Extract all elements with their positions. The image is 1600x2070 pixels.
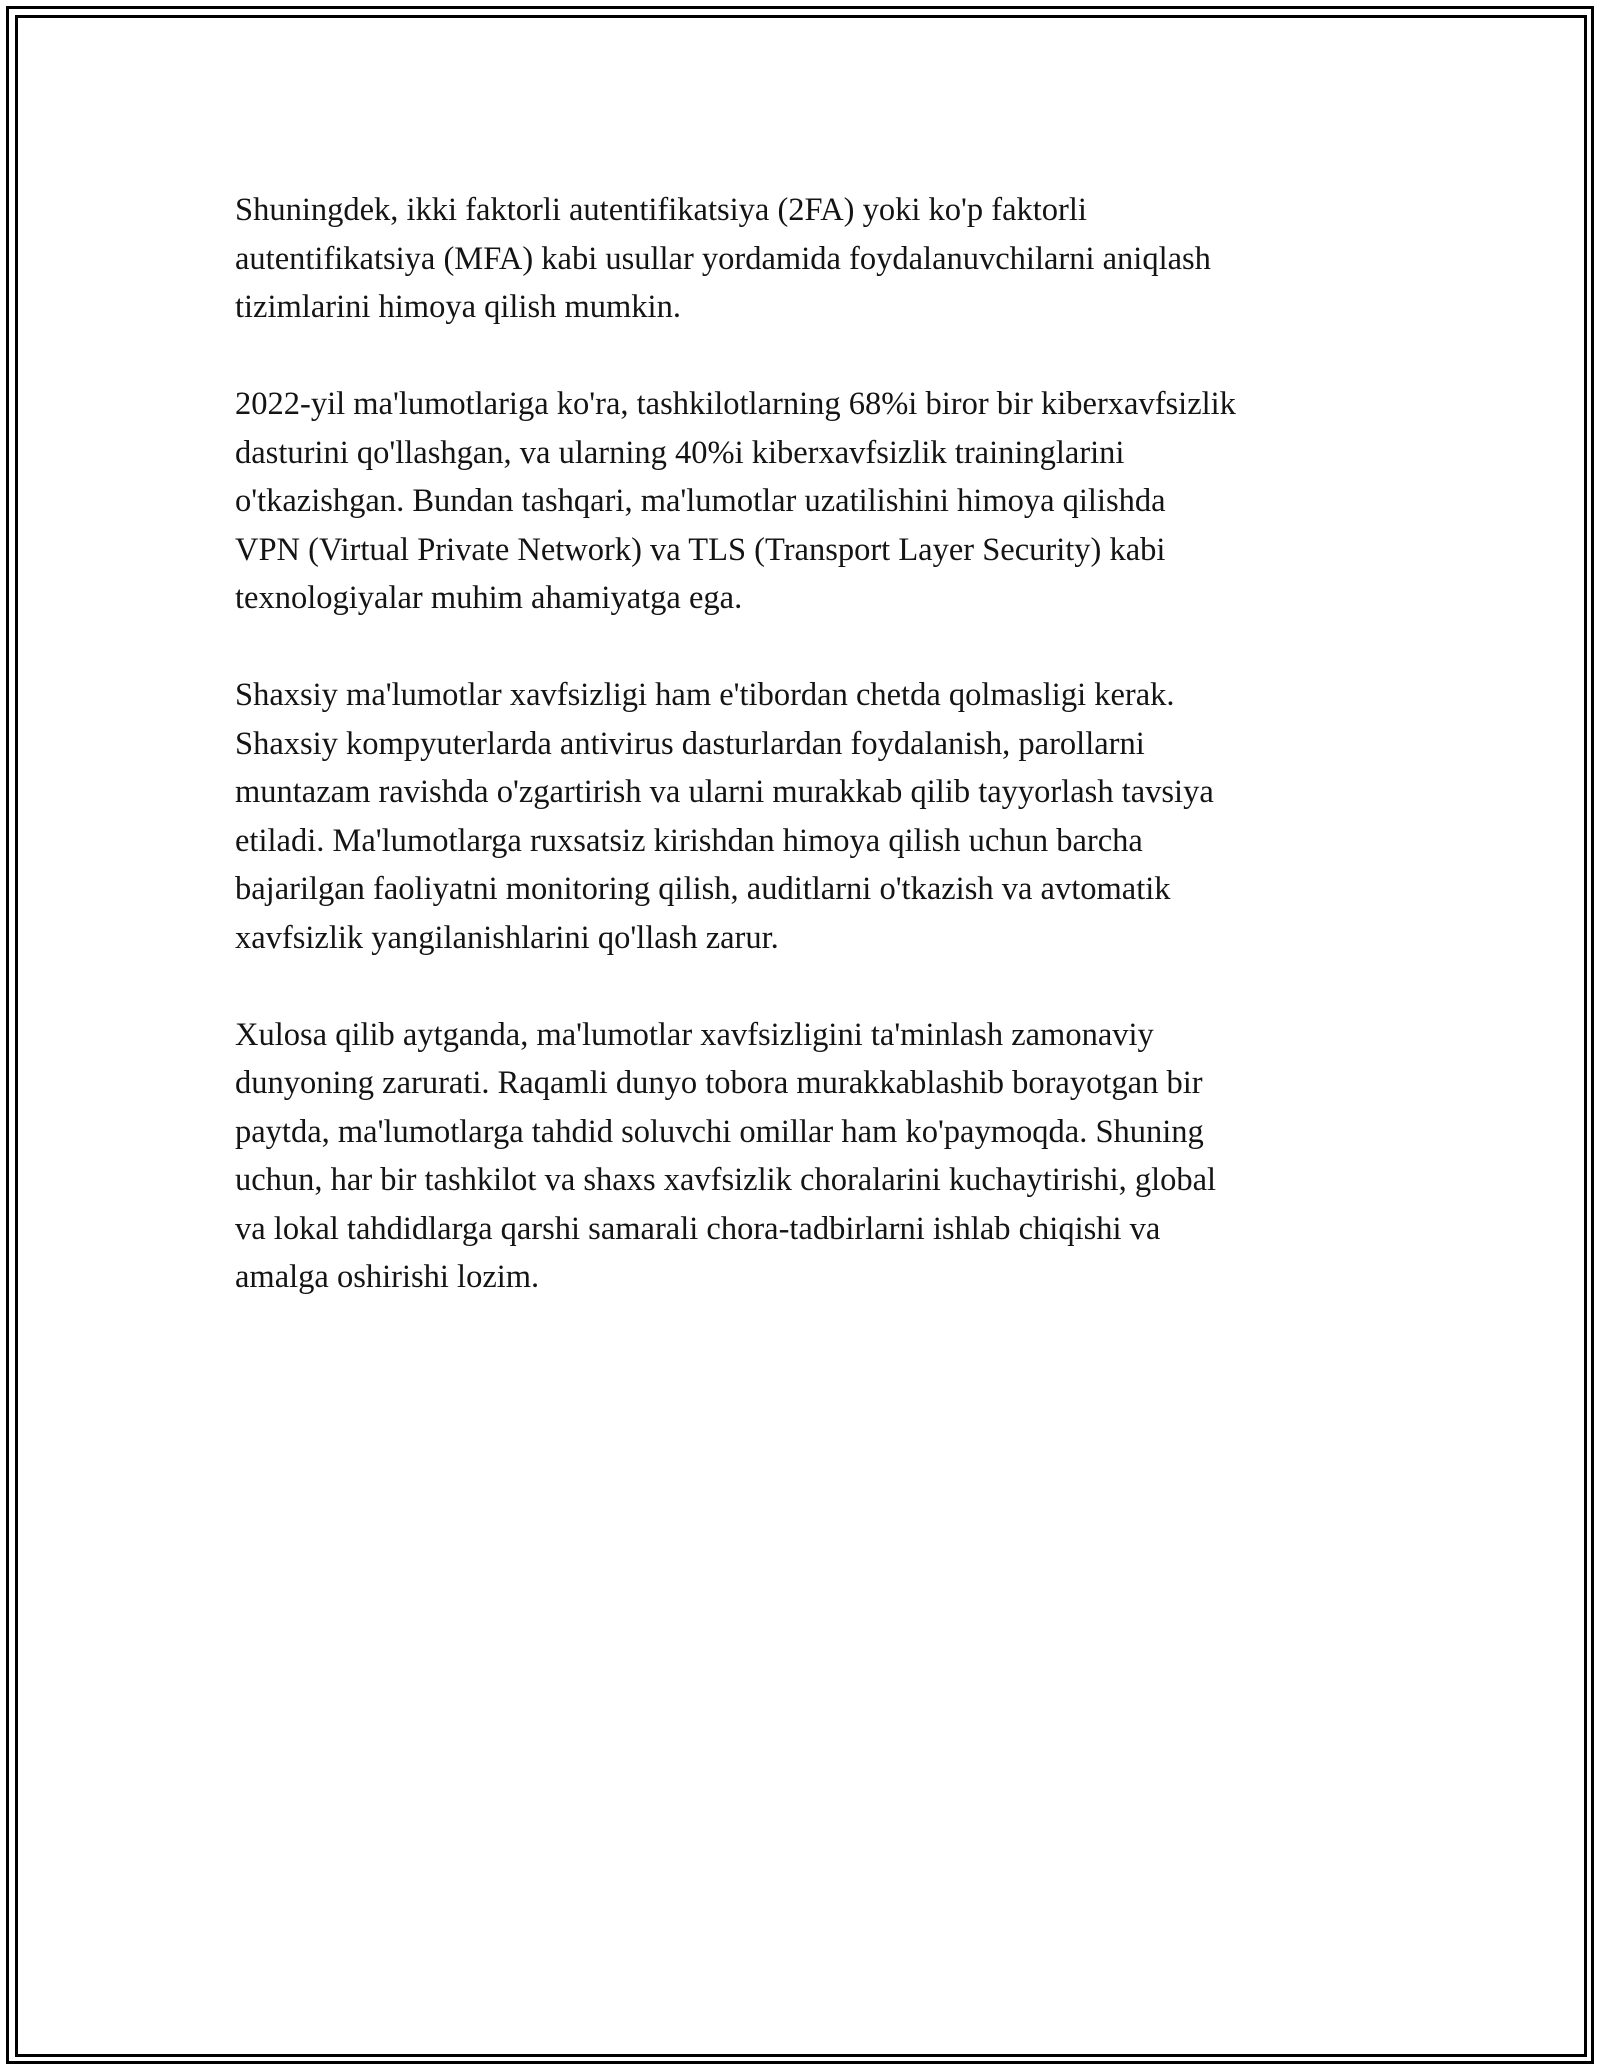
- text-line: autentifikatsiya (MFA) kabi usullar yordamida foydalanuvchilarni aniqlash: [235, 240, 1211, 277]
- text-line: bajarilgan faoliyatni monitoring qilish, auditlarni o'tkazish va avtomatik: [235, 871, 1171, 907]
- paragraph-conclusion: [235, 1011, 1395, 1302]
- paragraph-2fa-mfa: [235, 186, 1395, 332]
- text-line: uchun, har bir tashkilot va shaxs xavfsizlik choralarini kuchaytirishi, global: [235, 1162, 1217, 1198]
- text-line: texnologiyalar muhim ahamiyatga ega.: [235, 580, 743, 616]
- text-line: tizimlarini himoya qilish mumkin.: [235, 289, 681, 325]
- text-line: etiladi. Ma'lumotlarga ruxsatsiz kirishdan himoya qilish uchun barcha: [235, 822, 1143, 859]
- text-line: o'tkazishgan. Bundan tashqari, ma'lumotlar uzatilishini himoya qilishda: [235, 483, 1166, 519]
- text-line: Shaxsiy kompyuterlarda antivirus dasturlardan foydalanish, parollarni: [235, 725, 1145, 762]
- text-line: Xulosa qilib aytganda, ma'lumotlar xavfsizligini ta'minlash zamonaviy: [235, 1016, 1154, 1053]
- paragraph-personal-data: [235, 671, 1395, 962]
- text-line: VPN (Virtual Private Network) va TLS (Transport Layer Security) kabi: [235, 531, 1166, 568]
- text-line: dasturini qo'llashgan, va ularning 40%i kiberxavfsizlik traininglarini: [235, 434, 1125, 471]
- text-line: paytda, ma'lumotlarga tahdid soluvchi omillar ham ko'paymoqda. Shuning: [235, 1113, 1204, 1150]
- text-line: dunyoning zarurati. Raqamli dunyo tobora murakkablashib borayotgan bir: [235, 1065, 1203, 1101]
- text-line: xavfsizlik yangilanishlarini qo'llash zarur.: [235, 919, 779, 956]
- text-line: muntazam ravishda o'zgartirish va ularni murakkab qilib tayyorlash tavsiya: [235, 774, 1214, 810]
- text-line: Shuningdek, ikki faktorli autentifikatsiya (2FA) yoki ko'p faktorli: [235, 192, 1087, 228]
- text-line: va lokal tahdidlarga qarshi samarali chora-tadbirlarni ishlab chiqishi va: [235, 1210, 1161, 1247]
- text-line: Shaxsiy ma'lumotlar xavfsizligi ham e'tibordan chetda qolmasligi kerak.: [235, 677, 1175, 713]
- paragraph-statistics: [235, 380, 1395, 623]
- text-line: amalga oshirishi lozim.: [235, 1259, 540, 1295]
- text-line: 2022-yil ma'lumotlariga ko'ra, tashkilotlarning 68%i biror bir kiberxavfsizlik: [235, 386, 1236, 422]
- document-body: [235, 186, 1395, 1350]
